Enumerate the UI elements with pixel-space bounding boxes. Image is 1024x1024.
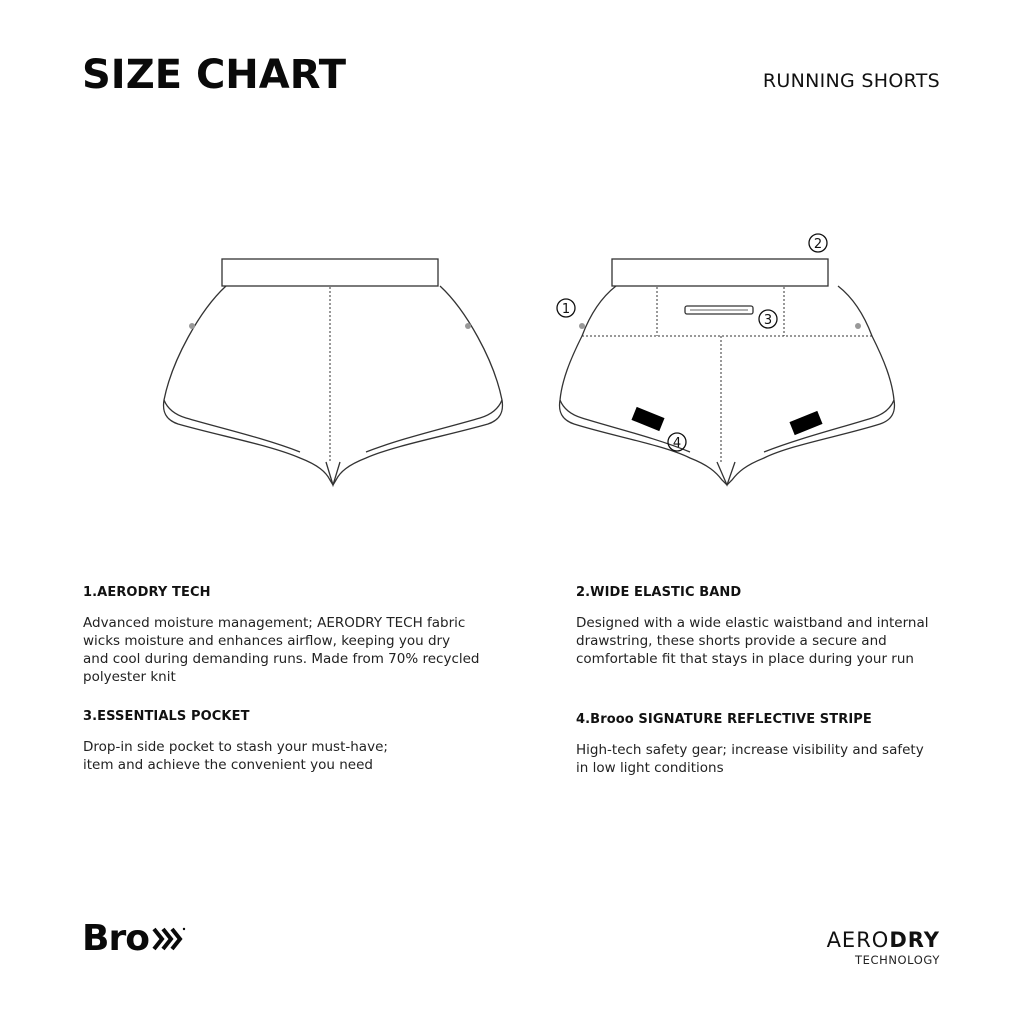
feature-title: 1.AERODRY TECH (83, 585, 211, 600)
callout-2: 2 (813, 237, 823, 252)
feature-wide-elastic-band (576, 585, 966, 668)
front-side-dot-right (465, 323, 471, 329)
brand-logo: Bro (82, 918, 149, 959)
feature-description: Advanced moisture management; AERODRY TECH fabric wicks moisture and enhances airflow, keeping you dry and cool during demanding runs. Made from 70% recycled polyester knit (83, 615, 480, 685)
front-waistband (222, 259, 438, 286)
feature-description: High-tech safety gear; increase visibility and safety in low light conditions (576, 742, 924, 776)
page-subtitle: RUNNING SHORTS (762, 70, 940, 92)
feature-title: 4.Brooo SIGNATURE REFLECTIVE STRIPE (576, 712, 872, 727)
back-center-split (717, 462, 735, 485)
brand-chevrons-icon (152, 926, 186, 952)
back-side-dot-left (579, 323, 585, 329)
feature-aerodry-tech (83, 585, 523, 686)
callout-1: 1 (561, 302, 571, 317)
front-center-split (326, 462, 340, 485)
page-title: SIZE CHART (82, 52, 347, 98)
back-waistband (612, 259, 828, 286)
front-view-shorts (164, 259, 503, 485)
feature-description: Designed with a wide elastic waistband and internal drawstring, these shorts provide a secure and comfortable fit that stays in place during your run (576, 615, 929, 667)
reflective-stripe-right (789, 411, 822, 435)
feature-title: 2.WIDE ELASTIC BAND (576, 585, 742, 600)
back-view-shorts (560, 259, 895, 485)
feature-reflective-stripe (576, 712, 966, 777)
aerodry-technology-logo: AERODRY TECHNOLOGY (826, 928, 940, 967)
back-side-dot-right (855, 323, 861, 329)
feature-title: 3.ESSENTIALS POCKET (83, 709, 250, 724)
feature-description: Drop-in side pocket to stash your must-have; item and achieve the convenient you need (83, 739, 388, 773)
front-side-dot-left (189, 323, 195, 329)
callout-3: 3 (763, 313, 773, 328)
back-body-outline (560, 286, 895, 485)
reflective-stripe-left (631, 407, 664, 431)
front-body-outline (164, 286, 503, 485)
feature-essentials-pocket (83, 709, 523, 774)
callout-4: 4 (672, 436, 682, 451)
